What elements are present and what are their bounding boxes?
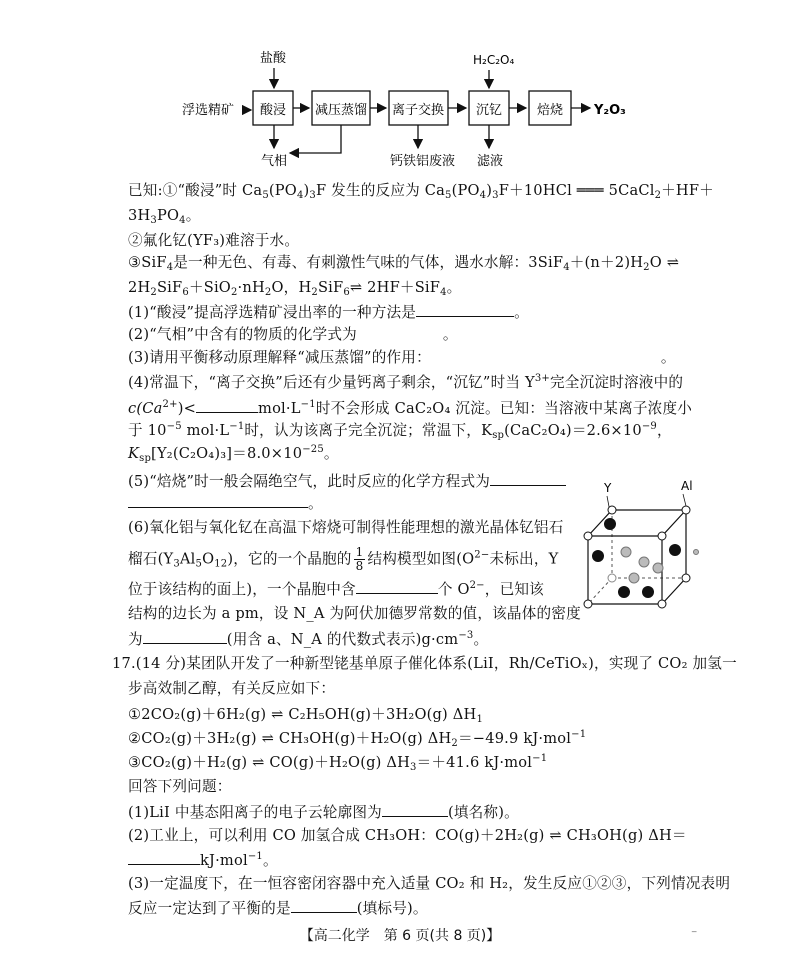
question-text: (填名称)。: [447, 804, 519, 821]
answer-blank[interactable]: [128, 492, 308, 508]
superscript: −1: [571, 729, 587, 740]
known-line-4: ③SiF$_4$是一种无色、有毒、有刺激性气味的气体，遇水水解：$3SiF_4+(n+2)H_2O$ ⇌: [128, 254, 680, 273]
step-roasting: 焙烧: [536, 103, 564, 118]
al-atom: [658, 532, 666, 540]
known-text: ③SiF: [128, 254, 167, 271]
q16-part-5-line-1: [128, 470, 566, 493]
known-text: F＋10HCl ═══ 5CaCl: [498, 182, 655, 199]
inner-al-atom: [694, 550, 699, 555]
known-text: (PO: [268, 182, 297, 199]
reaction-text: ②CO₂(g)＋3H₂(g) ⇌ CH₃OH(g)＋H₂O(g) ΔH: [128, 730, 452, 747]
subscript: 3: [410, 762, 417, 773]
q16-part-2: [128, 324, 458, 346]
superscript: −25: [302, 444, 324, 455]
superscript: −1: [300, 399, 316, 410]
cube-label-al: Al: [681, 479, 693, 493]
question-text: mol·L: [186, 422, 230, 439]
question-text: 于 10: [128, 422, 167, 439]
answer-blank[interactable]: [382, 801, 448, 817]
q16-part-6-line-4: 结构的边长为 a pm，设 N_A 为阿伏加德罗常数的值，该晶体的密度: [128, 605, 581, 622]
known-text: F 发生的反应为 Ca: [315, 182, 446, 199]
inner-al-atom: [621, 547, 631, 557]
superscript: −3: [458, 630, 474, 641]
known-text: O ⇌: [649, 254, 680, 271]
superscript: 2+: [162, 399, 178, 410]
question-text: 时不会形成 CaC₂O₄ 沉淀。已知：当溶液中某离子浓度小: [315, 400, 693, 417]
subscript: sp: [139, 453, 152, 464]
y-atom: [642, 586, 654, 598]
known-text: ⇌ 2HF＋SiF: [349, 279, 441, 296]
answer-blank[interactable]: [490, 470, 566, 486]
superscript: 3+: [534, 373, 551, 384]
question-text: (4)常温下，“离子交换”后还有少量钙离子剩余，“沉钇”时当 Y: [128, 374, 535, 391]
question-text: 为: [128, 631, 143, 648]
subscript: sp: [492, 430, 505, 441]
q16-part-4-line-3: [128, 420, 672, 442]
known-line-2: $3H_3PO_4$。: [128, 207, 201, 226]
question-text: K: [128, 445, 140, 462]
known-text: 已知:①“酸浸”时 Ca: [128, 182, 263, 199]
q17-part-1: [128, 801, 519, 824]
q17-heading-line-1: 17.(14 分)某团队开发了一种新型铑基单原子催化体系(LiI，Rh/CeTiOₓ)，实现了 CO₂ 加氢一: [112, 655, 737, 672]
question-text: (CaC₂O₄)＝2.6×10: [504, 422, 642, 439]
question-text: (1)LiI 中基态阳离子的电子云轮廓图为: [128, 804, 382, 821]
al-atom: [608, 574, 616, 582]
question-text: (1)“酸浸”提高浮选精矿浸出率的一种方法是: [128, 304, 417, 321]
known-text: 2H: [128, 279, 151, 296]
question-text: (填标号)。: [356, 900, 428, 917]
answer-blank[interactable]: [128, 849, 200, 865]
q17-reaction-2: [128, 728, 586, 750]
question-text: (用含 a、N_A 的代数式表示)g·cm: [226, 631, 459, 648]
reaction-text: ＝＋41.6 kJ·mol: [416, 754, 533, 771]
question-text: 。: [660, 349, 676, 366]
question-text: 位于该结构的面上)，一个晶胞中含: [128, 581, 356, 598]
q16-part-6-line-3: [128, 578, 544, 601]
known-text: 。: [185, 207, 201, 224]
superscript: 2−: [474, 549, 490, 561]
cube-label-y: Y: [604, 481, 612, 495]
q16-part-1: [128, 301, 529, 324]
question-text: Al: [179, 550, 196, 568]
known-text: ·nH: [237, 279, 265, 296]
reaction-text: ③CO₂(g)＋H₂(g) ⇌ CO(g)＋H₂O(g) ΔH: [128, 754, 411, 771]
question-text: )<: [177, 400, 197, 417]
y-atom: [669, 544, 681, 556]
filtrate-label: 滤液: [477, 154, 504, 169]
corner-mark: ⁻: [691, 927, 698, 941]
known-text: (PO: [451, 182, 480, 199]
subscript: 1: [476, 714, 483, 725]
question-text: ，已知该: [484, 581, 544, 598]
fraction-denominator: 8: [355, 559, 364, 573]
q16-part-6-line-2: 榴石$(Y_3Al_5O_{12})$，它的一个晶胞的 $\frac{1}{8}$ 结构模型如图($O^{2-}$未标出，Y: [128, 545, 559, 573]
waste-liquid-label: 钙铁铝废液: [390, 154, 456, 169]
q17-answer-prompt: 回答下列问题：: [128, 778, 232, 795]
question-text: 未标出，Y: [489, 550, 559, 568]
question-text: 。: [308, 495, 323, 512]
known-text: 3H: [128, 207, 151, 224]
known-line-1: 已知:①“酸浸”时 $Ca_5(PO_4)_3F$ 发生的反应为 $Ca_5(PO_4)_3F+10HCl$ ═══ 5CaCl$_2$＋HF＋: [128, 182, 714, 201]
al-atom: [584, 600, 592, 608]
superscript: −1: [247, 851, 263, 862]
question-text: 。: [262, 852, 278, 869]
superscript: −1: [532, 753, 548, 764]
q17-part-3-line-2: [128, 897, 428, 920]
acid-label: 盐酸: [260, 51, 287, 66]
inner-al-atom: [639, 557, 649, 567]
reaction-text: ＝−49.9 kJ·mol: [457, 730, 572, 747]
question-text: [Y₂(C₂O₄)₃]＝8.0×10: [151, 445, 303, 462]
question-text: 反应一定达到了平衡的是: [128, 900, 291, 917]
q16-part-5-line-2: [128, 492, 323, 515]
al-atom: [584, 532, 592, 540]
q16-part-6-line-1: (6)氧化铝与氧化钇在高温下熔烧可制得性能理想的激光晶体钇铝石: [128, 519, 564, 536]
q17-reaction-3: [128, 752, 547, 774]
known-text: SiF: [317, 279, 344, 296]
known-text: PO: [156, 207, 180, 224]
q16-part-6-line-5: [128, 628, 488, 651]
question-text: 。: [442, 326, 458, 343]
q17-part-3-line-1: (3)一定温度下，在一恒容密闭容器中充入适量 CO₂ 和 H₂，发生反应①②③，下列情况表明: [128, 875, 731, 892]
question-text: (5)“焙烧”时一般会隔绝空气，此时反应的化学方程式为: [128, 473, 491, 490]
answer-blank[interactable]: [196, 397, 258, 413]
subscript: 2: [451, 738, 458, 749]
known-text: SiF: [156, 279, 183, 296]
superscript: −9: [641, 421, 657, 432]
q17-reaction-1: [128, 704, 483, 726]
answer-blank[interactable]: [143, 628, 227, 644]
known-text: ＋HF＋: [661, 182, 714, 199]
process-flowchart: [0, 0, 800, 175]
question-text: (2)“气相”中含有的物质的化学式为: [128, 326, 357, 343]
question-text: 个 O: [437, 581, 470, 598]
q16-part-4-line-4: [128, 443, 339, 465]
q16-part-3: [128, 347, 676, 369]
answer-blank[interactable]: [416, 301, 514, 317]
known-text: ): [303, 182, 310, 199]
feed-label: 浮选精矿: [182, 103, 235, 118]
step-acid-leach: 酸浸: [259, 103, 287, 118]
al-atom: [608, 506, 616, 514]
reaction-text: ①2CO₂(g)＋6H₂(g) ⇌ C₂H₅OH(g)＋3H₂O(g) ΔH: [128, 706, 477, 723]
step-yttrium-precipitation: 沉钇: [475, 103, 503, 118]
known-line-5: $2H_2SiF_6+SiO_2\cdot nH_2O$，$H_2SiF_6\rightleftharpoons$ 2HF＋SiF$_4$。: [128, 279, 462, 298]
known-text: O，H: [271, 279, 312, 296]
step-vacuum-distillation: 减压蒸馏: [314, 103, 368, 118]
question-text: 完全沉淀时溶液中的: [550, 374, 684, 391]
known-text: ＋(n＋2)H: [569, 254, 644, 271]
known-text: 。: [446, 279, 462, 296]
inner-al-atom: [629, 573, 639, 583]
oxalic-acid-label: H₂C₂O₄: [473, 53, 515, 67]
fraction-numerator: 1: [355, 545, 364, 559]
q17-part-2-line-1: (2)工业上，可以利用 CO 加氢合成 CH₃OH：CO(g)＋2H₂(g) ⇌ CH₃OH(g) ΔH＝: [128, 827, 687, 844]
known-text: ＋SiO: [188, 279, 231, 296]
question-text: 。: [514, 304, 529, 321]
question-text: O: [202, 550, 215, 568]
y-atom: [592, 550, 604, 562]
step-ion-exchange: 离子交换: [391, 103, 445, 118]
al-atom: [658, 600, 666, 608]
question-text: (3)请用平衡移动原理解释“减压蒸馏”的作用：: [128, 349, 431, 366]
al-atom: [682, 506, 690, 514]
superscript: −1: [229, 421, 245, 432]
unit-cell-diagram: [562, 474, 712, 634]
gas-phase-label: 气相: [261, 154, 288, 169]
question-text: ，: [656, 422, 672, 439]
inner-al-atom: [653, 563, 663, 573]
q16-part-4-line-1: [128, 372, 683, 394]
page-footer: 【高二化学 第 6 页(共 8 页)】: [299, 928, 501, 944]
y-atom: [604, 518, 616, 530]
q17-part-2-line-2: [128, 849, 278, 872]
superscript: 2−: [469, 580, 485, 591]
y-atom: [618, 586, 630, 598]
question-text: 。: [473, 631, 489, 648]
q16-part-4-line-2: [128, 397, 692, 420]
question-text: )，它的一个晶胞的: [227, 550, 352, 568]
question-text: mol·L: [258, 400, 301, 417]
known-text: ): [486, 182, 493, 199]
question-text: 。: [323, 445, 339, 462]
superscript: −5: [166, 421, 182, 432]
known-line-3: ②氟化钇(YF₃)难溶于水。: [128, 232, 300, 249]
question-text: 时，认为该离子完全沉淀；常温下，K: [244, 422, 493, 439]
known-text: 是一种无色、有毒、有刺激性气味的气体，遇水水解：3SiF: [173, 254, 564, 271]
answer-blank[interactable]: [291, 897, 357, 913]
q17-heading-line-2: 步高效制乙醇，有关反应如下：: [128, 680, 336, 697]
answer-blank[interactable]: [356, 578, 438, 594]
product-label: Y₂O₃: [594, 103, 626, 118]
question-text: 结构模型如图(O: [367, 550, 475, 568]
question-text: kJ·mol: [200, 852, 248, 869]
al-atom: [682, 574, 690, 582]
fraction-one-eighth: [354, 546, 366, 573]
question-text: 榴石(Y: [128, 550, 174, 568]
question-text: c(Ca: [128, 400, 163, 417]
